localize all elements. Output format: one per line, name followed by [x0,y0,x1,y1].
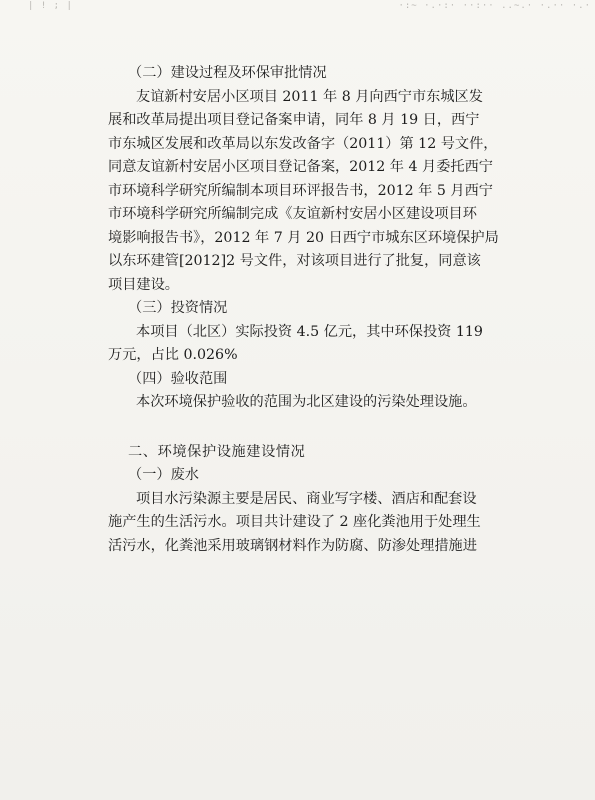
paragraph-line: 境影响报告书》，2012 年 7 月 20 日西宁市城东区环境保护局 [108,229,499,246]
scan-mark-left: | ! ; | [28,1,73,11]
paragraph-line: 项目建设。 [108,276,179,293]
paragraph-line: 施产生的生活污水。项目共计建设了 2 座化粪池用于处理生 [108,514,481,530]
paragraph-line: 展和改革局提出项目登记备案申请，同年 8 月 19 日，西宁 [108,112,480,128]
paragraph-line: 同意友谊新村安居小区项目登记备案，2012 年 4 月委托西宁 [108,159,493,175]
scan-mark-right: ·:~ ·.·:· ··:·· ..~.· ·.·· ·.· [398,1,591,11]
paragraph-line: 友谊新村安居小区项目 2011 年 8 月向西宁市东城区发 [136,88,483,105]
paragraph-line: 以东环建管[2012]2 号文件，对该项目进行了批复，同意该 [108,253,481,269]
paragraph-line: 活污水，化粪池采用玻璃钢材料作为防腐、防渗处理措施进 [108,537,477,554]
paragraph-line: 市环境科学研究所编制完成《友谊新村安居小区建设项目环 [108,206,477,222]
scan-edge-marks [0,0,595,14]
paragraph-line: 万元，占比 0.026% [108,347,238,363]
paragraph-line: 本次环境保护验收的范围为北区建设的污染处理设施。 [136,394,477,410]
paragraph-line: 本项目（北区）实际投资 4.5 亿元，其中环保投资 119 [136,323,483,340]
subsection-heading-scope: （四）验收范围 [128,370,228,387]
document-body [108,62,520,558]
paragraph-line: 项目水污染源主要是居民、商业写字楼、酒店和配套设 [136,490,477,507]
paragraph-line: 市环境科学研究所编制本项目环评报告书，2012 年 5 月西宁 [108,182,493,199]
subsection-heading-investment: （三）投资情况 [128,300,228,316]
section-heading-facilities: 二、环境保护设施建设情况 [128,443,306,460]
section-gap [108,415,520,441]
subsection-heading-approval: （二）建设过程及环保审批情况 [128,65,327,81]
subsection-heading-wastewater: （一）废水 [128,467,199,483]
paragraph-line: 市东城区发展和改革局以东发改备字（2011）第 12 号文件， [108,135,498,152]
